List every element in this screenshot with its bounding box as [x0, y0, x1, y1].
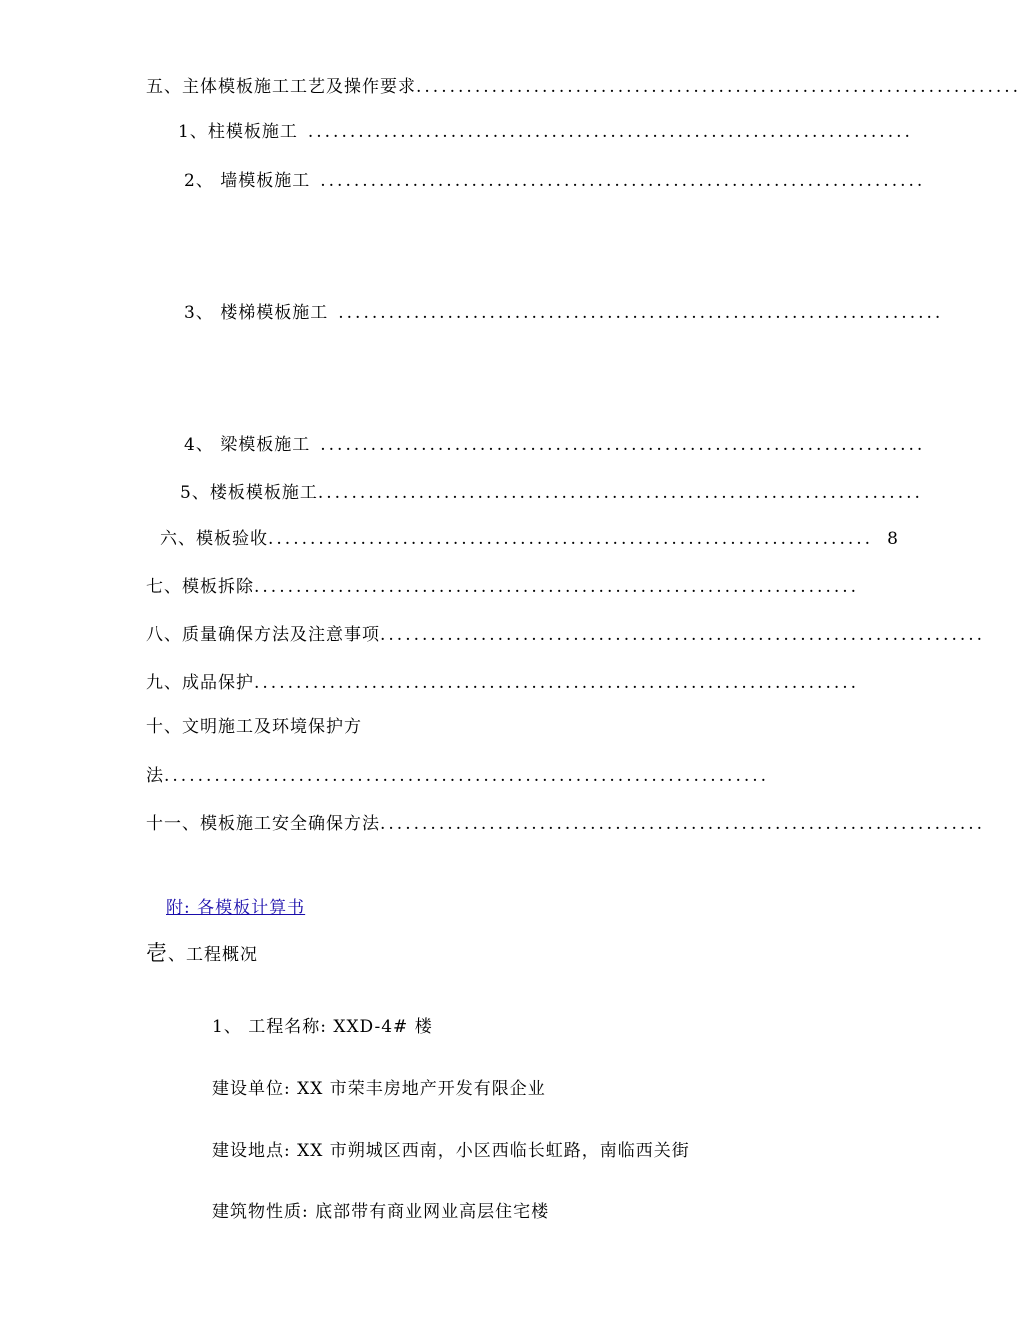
toc-entry-title: 七、模板拆除: [146, 577, 254, 597]
toc-entry: [146, 672, 870, 694]
toc-entry-title: 十一、模板施工安全确保方法: [146, 814, 380, 834]
section-heading: [146, 942, 258, 966]
toc-entry: [146, 716, 362, 738]
toc-entry: [146, 624, 986, 646]
toc-entry-title: 法: [146, 766, 164, 786]
toc-entry-title: 八、质量确保方法及注意事项: [146, 625, 380, 645]
toc-entry: [180, 482, 923, 504]
toc-leader-dots: ........................................................................: [164, 766, 770, 786]
toc-entry: [178, 121, 913, 143]
toc-leader-dots: ........................................................................: [320, 435, 926, 455]
construction-location: 建设地点: XX 市朔城区西南，小区西临长虹路，南临西关街: [212, 1141, 690, 1161]
toc-entry: [184, 434, 926, 456]
appendix-link[interactable]: 附: 各模板计算书: [166, 898, 306, 918]
toc-entry: [146, 813, 986, 835]
toc-entry-title: 3、 楼梯模板施工: [184, 303, 329, 323]
construction-unit: 建设单位: XX 市荣丰房地产开发有限企业: [212, 1079, 546, 1099]
toc-page-number: 8: [887, 529, 899, 549]
toc-entry-title: 十、文明施工及环境保护方: [146, 717, 362, 737]
toc-leader-dots: ........................................................................: [268, 529, 874, 549]
toc-leader-dots: ........................................................................: [338, 303, 944, 323]
toc-leader-dots: ........................................................................: [307, 122, 913, 142]
toc-entry-title: 1、柱模板施工: [178, 122, 298, 142]
toc-entry: [146, 76, 1021, 98]
toc-entry-title: 九、成品保护: [146, 673, 254, 693]
toc-entry-title: 五、主体模板施工工艺及操作要求: [146, 77, 416, 97]
toc-entry: [184, 302, 944, 324]
building-nature: 建筑物性质: 底部带有商业网业高层住宅楼: [212, 1202, 550, 1222]
toc-entry: [184, 170, 926, 192]
toc-entry-title: 5、楼板模板施工: [180, 483, 318, 503]
toc-entry: [146, 576, 860, 598]
toc-entry: [146, 765, 770, 787]
project-name: 1、 工程名称: XXD-4# 楼: [212, 1017, 433, 1037]
section-number: 壱: [146, 941, 168, 965]
toc-leader-dots: ........................................................................: [380, 625, 986, 645]
section-title: 、工程概况: [168, 945, 258, 965]
toc-entry: [160, 528, 899, 550]
toc-entry-title: 2、 墙模板施工: [184, 171, 311, 191]
toc-leader-dots: ........................................................................: [317, 483, 923, 503]
toc-leader-dots: ........................................................................: [416, 77, 1021, 97]
toc-entry-title: 六、模板验收: [160, 529, 268, 549]
toc-leader-dots: ........................................................................: [254, 673, 860, 693]
toc-leader-dots: ........................................................................: [254, 577, 860, 597]
toc-leader-dots: ........................................................................: [320, 171, 926, 191]
toc-leader-dots: ........................................................................: [380, 814, 986, 834]
toc-entry-title: 4、 梁模板施工: [184, 435, 311, 455]
